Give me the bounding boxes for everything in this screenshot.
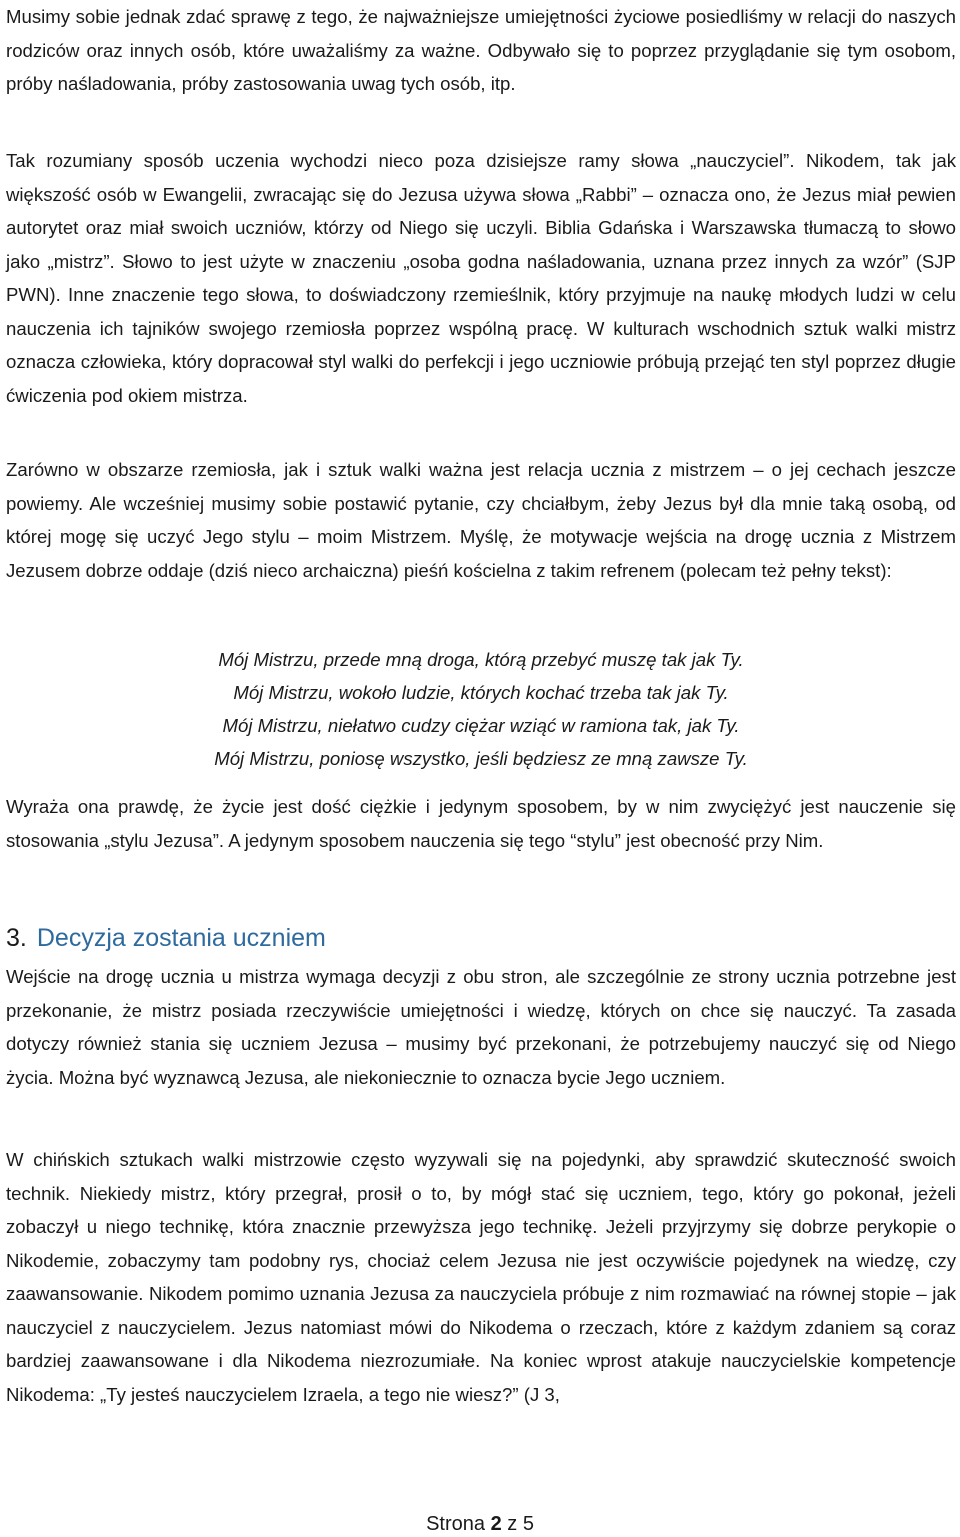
refrain-line-1: Mój Mistrzu, przede mną droga, którą przebyć muszę tak jak Ty. [218, 649, 744, 670]
footer-current-page: 2 [490, 1513, 502, 1535]
paragraph-4: Wyraża ona prawdę, że życie jest dość ciężkie i jedynym sposobem, by w nim zwyciężyć jest nauczenie się stosowania „stylu Jezusa”. A jedynym sposobem nauczenia się tego “stylu” jest obecność przy Nim. [6, 796, 956, 851]
paragraph-1: Musimy sobie jednak zdać sprawę z tego, że najważniejsze umiejętności życiowe posiedliśmy w relacji do naszych rodziców oraz innych osób, które uważaliśmy za ważne. Odbywało się to poprzez przyglądanie się tym osobom, próby naśladowania, próby zastosowania uwag tych osób, itp. [6, 6, 956, 94]
document-page [6, 0, 956, 1537]
paragraph-5: Wejście na drogę ucznia u mistrza wymaga decyzji z obu stron, ale szczególnie ze strony ucznia potrzebne jest przekonanie, że mistrz posiada rzeczywiście umiejętności i wiedzę, których on chce się nauczyć. Ta zasada dotyczy również stania się uczniem Jezusa – musimy być przekonani, że potrzebujemy nauczyć się od Niego życia. Można być wyznawcą Jezusa, ale niekoniecznie to oznacza bycie Jego uczniem. [6, 966, 956, 1088]
footer-separator: z [507, 1513, 518, 1535]
paragraph-2: Tak rozumiany sposób uczenia wychodzi nieco poza dzisiejsze ramy słowa „nauczyciel”. Nikodem, tak jak większość osób w Ewangelii, zwracając się do Jezusa używa słowa „Rabbi” – oznacza ono, że Jezus miał pewien autorytet oraz miał swoich uczniów, którzy od Niego się uczyli. Biblia Gdańska i Warszawska tłumaczą to słowo jako „mistrz”. Słowo to jest użyte w znaczeniu „osoba godna naśladowania, uznana przez innych za wzór” (SJP PWN). Inne znaczenie tego słowa, to doświadczony rzemieślnik, który przyjmuje na naukę młodych ludzi w celu nauczenia ich tajników swojego rzemiosła poprzez wspólną pracę. W kulturach wschodnich sztuk walki mistrz oznacza człowieka, który dopracował styl walki do perfekcji i jego uczniowie próbują przejąć ten styl poprzez długie ćwiczenia pod okiem mistrza. [6, 150, 956, 406]
refrain-line-4: Mój Mistrzu, poniosę wszystko, jeśli będziesz ze mną zawsze Ty. [214, 748, 748, 769]
footer-total-pages: 5 [522, 1513, 534, 1535]
footer-page-label: Strona [426, 1513, 485, 1535]
refrain-line-3: Mój Mistrzu, niełatwo cudzy ciężar wziąć w ramiona tak, jak Ty. [222, 715, 740, 736]
section-number: 3. [6, 924, 27, 952]
page-footer [0, 1511, 960, 1537]
paragraph-6: W chińskich sztukach walki mistrzowie często wyzywali się na pojedynki, aby sprawdzić skuteczność swoich technik. Niekiedy mistrz, który przegrał, prosił o to, by mógł stać się uczniem, tego, który go pokonał, jeżeli zobaczył u niego technikę, która znacznie przewyższa jego technikę. Jeżeli przyjrzymy się dobrze perykopie o Nikodemie, zobaczymy tam podobny rys, chociaż celem Jezusa nie jest oczywiście pojedynek na wiedzę, czy zaawansowanie. Nikodem pomimo uznania Jezusa za nauczyciela próbuje z nim rozmawiać na równej stopie – jak nauczyciel z nauczycielem. Jezus natomiast mówi do Nikodema o rzeczach, które z każdym zdaniem są coraz bardziej zaawansowane i dla Nikodema niezrozumiałe. Na koniec wprost atakuje nauczycielskie kompetencje Nikodema: „Ty jesteś nauczycielem Izraela, a tego nie wiesz?” (J 3, [6, 1149, 956, 1405]
song-refrain [6, 643, 956, 775]
paragraph-3: Zarówno w obszarze rzemiosła, jak i sztuk walki ważna jest relacja ucznia z mistrzem – o jej cechach jeszcze powiemy. Ale wcześniej musimy sobie postawić pytanie, czy chciałbym, żeby Jezus był dla mnie taką osobą, od której mogę się uczyć Jego stylu – moim Mistrzem. Myślę, że motywacje wejścia na drogę ucznia z Mistrzem Jezusem dobrze oddaje (dziś nieco archaiczna) pieśń kościelna z takim refrenem (polecam też pełny tekst): [6, 459, 956, 581]
section-title: Decyzja zostania uczniem [36, 924, 326, 952]
refrain-line-2: Mój Mistrzu, wokoło ludzie, których kochać trzeba tak jak Ty. [233, 682, 729, 703]
section-heading [6, 918, 326, 958]
